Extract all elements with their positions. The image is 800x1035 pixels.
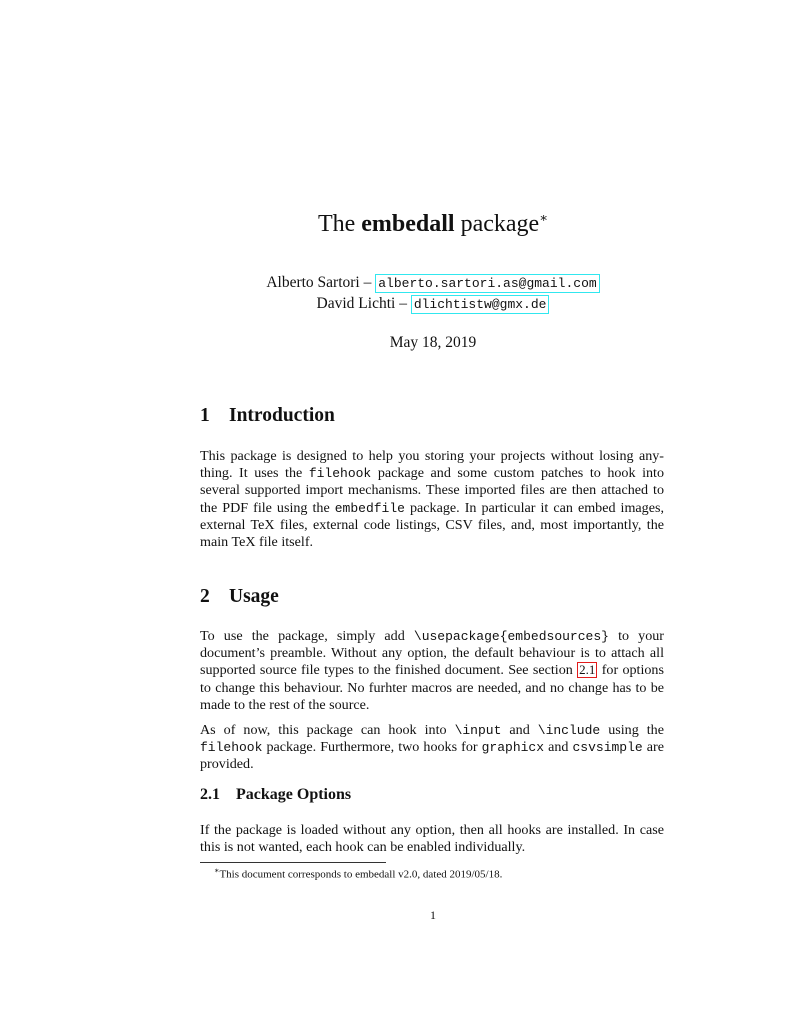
subsection-heading-package-options bbox=[200, 786, 351, 804]
document-date: May 18, 2019 bbox=[389, 334, 477, 351]
title-suffix: package bbox=[460, 211, 540, 237]
usage-paragraph-1 bbox=[200, 628, 664, 714]
inline-code: \usepackage{embedsources} bbox=[413, 629, 609, 644]
text-run: This package is designed to help you storing your projects without losing any-thing. It uses the bbox=[200, 448, 664, 482]
text-run: package. In particular it can embed images, external TeX files, external code listings, CSV files, and, most importantly, the main TeX file itself. bbox=[200, 499, 664, 551]
author-email-link[interactable]: dlichtistw@gmx.de bbox=[411, 295, 550, 314]
title-prefix: The bbox=[317, 211, 356, 237]
inline-code: csvsimple bbox=[572, 740, 643, 756]
footnote-text: This document corresponds to embedall v2.0, dated 2019/05/18. bbox=[219, 868, 503, 881]
inline-code: filehook bbox=[200, 740, 263, 756]
section-heading-introduction bbox=[200, 405, 335, 427]
subsection-title: Package Options bbox=[236, 786, 352, 803]
text-run: As of now, this package can hook into bbox=[200, 722, 447, 738]
section-title: Introduction bbox=[229, 405, 335, 426]
inline-code: graphicx bbox=[481, 740, 545, 756]
text-run: If the package is loaded without any option, then all hooks are installed. In case this is not wanted, each hook can be enabled individually. bbox=[200, 822, 664, 856]
text-run: using the bbox=[608, 722, 664, 738]
page-number: 1 bbox=[430, 908, 436, 922]
footnote-rule bbox=[200, 862, 386, 863]
subsection-number: 2.1 bbox=[200, 786, 220, 803]
text-run: are provided. bbox=[200, 739, 664, 773]
options-paragraph bbox=[200, 822, 664, 856]
inline-code: embedfile bbox=[334, 500, 405, 516]
section-number: 2 bbox=[200, 586, 210, 607]
text-run: and bbox=[548, 739, 569, 756]
usage-paragraph-2 bbox=[200, 722, 664, 774]
package-name: embedall bbox=[361, 211, 455, 237]
section-number: 1 bbox=[200, 405, 210, 426]
inline-code: \include bbox=[537, 723, 601, 738]
section-heading-usage bbox=[200, 586, 279, 608]
footnote bbox=[214, 866, 502, 881]
author-name: Alberto Sartori – bbox=[266, 274, 372, 291]
inline-code: filehook bbox=[308, 466, 372, 482]
text-run: for options to change this behaviour. No furhter macros are needed, and no change has to be made to the rest of the source. bbox=[200, 662, 664, 713]
author-name: David Lichti – bbox=[316, 295, 407, 312]
section-ref-link[interactable]: 2.1 bbox=[579, 662, 596, 678]
text-run: package. Furthermore, two hooks for bbox=[266, 739, 478, 756]
text-run: to your document’s preamble. Without any option, the default behaviour is to attach all supported source file types to the finished document. See section bbox=[200, 628, 665, 679]
text-run: package and some custom patches to hook into several supported import mechanisms. These imported files are then attached to the PDF file using the bbox=[200, 465, 664, 516]
section-title: Usage bbox=[229, 586, 279, 607]
author-line-1 bbox=[0, 274, 800, 293]
inline-code: \input bbox=[454, 723, 502, 738]
author-email-link[interactable]: alberto.sartori.as@gmail.com bbox=[375, 274, 599, 293]
title-footnote-mark[interactable]: ∗ bbox=[539, 210, 549, 225]
document-title bbox=[0, 210, 800, 238]
text-run: To use the package, simply add bbox=[200, 628, 405, 644]
footnote-mark: ∗ bbox=[214, 866, 220, 875]
text-run: and bbox=[509, 722, 530, 738]
author-line-2 bbox=[0, 295, 800, 314]
intro-paragraph bbox=[200, 448, 664, 551]
